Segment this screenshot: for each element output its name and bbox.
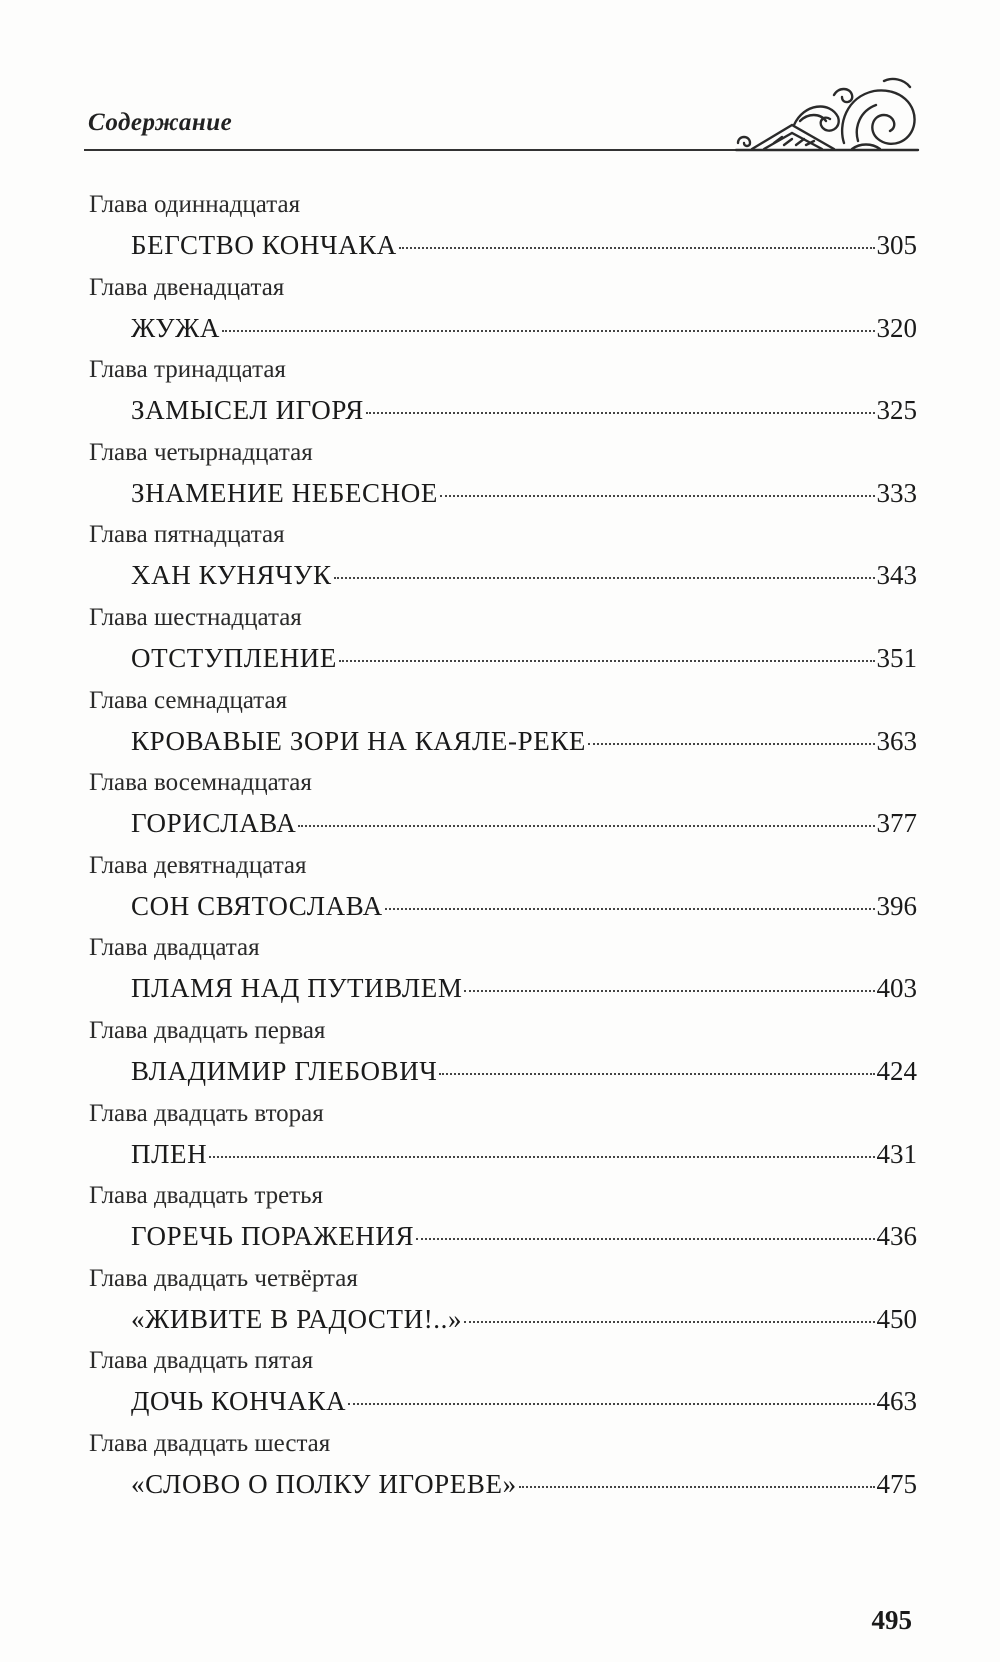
chapter-title-row <box>131 1220 917 1252</box>
toc-entry <box>89 520 917 603</box>
chapter-title-row <box>131 312 917 344</box>
toc-entry <box>89 768 917 851</box>
chapter-title: ЗАМЫСЕЛ ИГОРЯ <box>131 395 364 426</box>
chapter-title: ДОЧЬ КОНЧАКА <box>131 1386 347 1417</box>
chapter-title-row <box>131 559 917 591</box>
dot-leader <box>464 990 874 992</box>
toc-entry <box>89 686 917 769</box>
toc-entry <box>89 851 917 934</box>
dot-leader <box>366 412 875 414</box>
chapter-page-number: 351 <box>876 642 917 673</box>
chapter-title: СОН СВЯТОСЛАВА <box>131 890 383 921</box>
chapter-title: ПЛАМЯ НАД ПУТИВЛЕМ <box>131 973 463 1004</box>
chapter-title-row <box>131 890 917 922</box>
toc-entry <box>89 355 917 438</box>
toc-entry <box>89 438 917 521</box>
dot-leader <box>519 1486 875 1488</box>
header-rule <box>84 149 744 151</box>
chapter-title-row <box>131 477 917 509</box>
dot-leader <box>222 330 874 332</box>
chapter-title: ХАН КУНЯЧУК <box>131 560 332 591</box>
toc-entry <box>89 273 917 356</box>
chapter-label: Глава двадцать четвёртая <box>89 1264 358 1292</box>
toc-entry <box>89 603 917 686</box>
chapter-title-row <box>131 1303 917 1335</box>
chapter-title: ЗНАМЕНИЕ НЕБЕСНОЕ <box>131 477 438 508</box>
chapter-label: Глава четырнадцатая <box>89 438 313 466</box>
toc-entry <box>89 1429 917 1512</box>
chapter-label: Глава шестнадцатая <box>89 603 302 631</box>
table-of-contents <box>89 190 917 1512</box>
chapter-page-number: 475 <box>876 1468 917 1499</box>
chapter-label: Глава двенадцатая <box>89 273 285 301</box>
dot-leader <box>209 1156 874 1158</box>
page-header <box>84 95 920 157</box>
chapter-title: КРОВАВЫЕ ЗОРИ НА КАЯЛЕ-РЕКЕ <box>131 725 587 756</box>
dot-leader <box>385 908 875 910</box>
toc-entry <box>89 1181 917 1264</box>
toc-entry <box>89 1016 917 1099</box>
chapter-label: Глава двадцать первая <box>89 1016 326 1044</box>
toc-entry <box>89 1346 917 1429</box>
dot-leader <box>440 495 875 497</box>
chapter-page-number: 343 <box>876 560 917 591</box>
chapter-title: ГОРЕЧЬ ПОРАЖЕНИЯ <box>131 1221 415 1252</box>
chapter-label: Глава двадцать шестая <box>89 1429 331 1457</box>
ornament-flourish-icon <box>734 73 920 155</box>
dot-leader <box>298 825 874 827</box>
chapter-title-row <box>131 972 917 1004</box>
chapter-page-number: 403 <box>876 973 917 1004</box>
chapter-title-row <box>131 229 917 261</box>
chapter-label: Глава тринадцатая <box>89 356 286 384</box>
chapter-title: БЕГСТВО КОНЧАКА <box>131 230 397 260</box>
chapter-page-number: 320 <box>876 312 917 343</box>
chapter-page-number: 450 <box>876 1303 917 1334</box>
toc-entry <box>89 190 917 273</box>
chapter-title: ГОРИСЛАВА <box>131 808 297 839</box>
chapter-label: Глава восемнадцатая <box>89 769 312 797</box>
chapter-page-number: 325 <box>876 395 917 426</box>
chapter-page-number: 305 <box>876 230 917 260</box>
toc-entry <box>89 1099 917 1182</box>
chapter-label: Глава двадцатая <box>89 934 260 962</box>
chapter-title-row <box>131 1138 917 1170</box>
chapter-page-number: 333 <box>876 477 917 508</box>
chapter-page-number: 363 <box>876 725 917 756</box>
dot-leader <box>334 577 875 579</box>
chapter-title-row <box>131 725 917 757</box>
chapter-label: Глава двадцать пятая <box>89 1347 314 1375</box>
chapter-title: ПЛЕН <box>131 1138 208 1169</box>
dot-leader <box>464 1321 874 1323</box>
chapter-page-number: 463 <box>876 1386 917 1417</box>
dot-leader <box>339 660 874 662</box>
page-number: 495 <box>871 1605 912 1635</box>
chapter-title-row <box>131 1055 917 1087</box>
chapter-label: Глава семнадцатая <box>89 686 288 714</box>
chapter-title: «ЖИВИТЕ В РАДОСТИ!..» <box>131 1303 463 1334</box>
dot-leader <box>348 1403 874 1405</box>
chapter-page-number: 396 <box>876 890 917 921</box>
chapter-label: Глава пятнадцатая <box>89 521 285 549</box>
chapter-title-row <box>131 394 917 426</box>
chapter-title-row <box>131 1385 917 1417</box>
chapter-title: ВЛАДИМИР ГЛЕБОВИЧ <box>131 1055 438 1086</box>
chapter-page-number: 431 <box>876 1138 917 1169</box>
chapter-page-number: 436 <box>876 1221 917 1252</box>
dot-leader <box>399 247 875 249</box>
dot-leader <box>416 1238 874 1240</box>
chapter-label: Глава одиннадцатая <box>89 191 301 218</box>
chapter-title: «СЛОВО О ПОЛКУ ИГОРЕВЕ» <box>131 1468 517 1499</box>
chapter-label: Глава девятнадцатая <box>89 851 307 879</box>
chapter-label: Глава двадцать третья <box>89 1182 324 1210</box>
dot-leader <box>439 1073 874 1075</box>
chapter-page-number: 377 <box>876 808 917 839</box>
chapter-title-row <box>131 1468 917 1500</box>
chapter-title: ЖУЖА <box>131 312 221 343</box>
chapter-title-row <box>131 807 917 839</box>
section-title: Содержание <box>88 109 233 136</box>
dot-leader <box>588 743 874 745</box>
toc-entry <box>89 933 917 1016</box>
chapter-label: Глава двадцать вторая <box>89 1099 324 1127</box>
chapter-page-number: 424 <box>876 1055 917 1086</box>
chapter-title: ОТСТУПЛЕНИЕ <box>131 642 338 673</box>
chapter-title-row <box>131 642 917 674</box>
toc-entry <box>89 1264 917 1347</box>
